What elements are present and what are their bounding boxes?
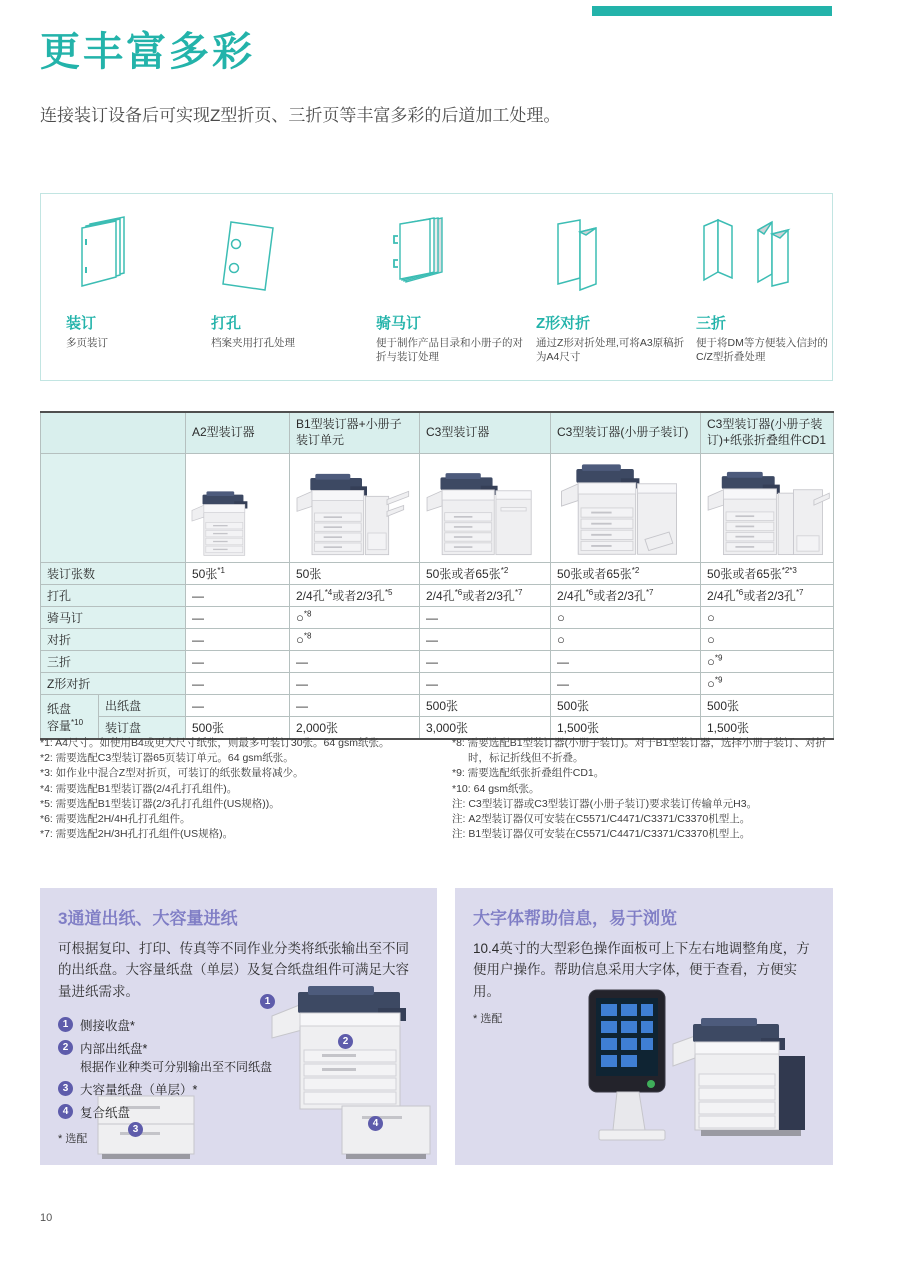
footnotes-left-column [40, 736, 446, 843]
spec-cell: — [420, 651, 551, 673]
spec-cell: 2,000张 [290, 717, 420, 740]
spec-cell: — [186, 607, 290, 629]
feature-description: 档案夹用打孔处理 [211, 337, 295, 349]
spec-cell: ○ [701, 607, 834, 629]
row-label-capacity: 纸盘 容量$^{*10}$ [41, 695, 99, 740]
tray-name: 侧接收盘* [80, 1018, 135, 1033]
spec-cell: — [290, 695, 420, 717]
spec-cell: 500张 [551, 695, 701, 717]
feature-label: 装订 [66, 315, 97, 332]
tri-fold-sheet-icon [696, 208, 828, 306]
spec-cell: — [420, 629, 551, 651]
feature-description: 通过Z形对折处理,可将A3原稿折为A4尺寸 [536, 337, 685, 364]
tray-list-item [58, 1080, 437, 1098]
box-left-note: * 选配 [58, 1132, 88, 1145]
spec-cell: ○ [551, 629, 701, 651]
spec-cell: 50张或者65张$^{*2}$ [420, 563, 551, 585]
feature-item [376, 208, 528, 365]
spec-cell: ○ [551, 607, 701, 629]
column-header: B1型装订器+小册子装订单元 [290, 412, 420, 454]
row-label: 打孔 [41, 585, 186, 607]
marker-inner-tray: 2 [338, 1034, 353, 1049]
row-sublabel: 装订盘 [99, 717, 186, 740]
footnote: *4: 需要选配B1型装订器(2/4孔打孔组件)。 [40, 782, 238, 795]
tray-list-item [58, 1039, 437, 1075]
z-fold-sheet-icon [536, 208, 688, 306]
spec-cell: 2/4孔$^{*6}$或者2/3孔$^{*7}$ [420, 585, 551, 607]
stapled-pages-icon [66, 208, 196, 306]
tray-name: 内部出纸盘* [80, 1041, 148, 1056]
row-label: 三折 [41, 651, 186, 673]
footnote: *9: 需要选配纸张折叠组件CD1。 [452, 767, 605, 780]
spec-cell: 3,000张 [420, 717, 551, 740]
footnote: *7: 需要选配2H/3H孔打孔组件(US规格)。 [40, 828, 234, 841]
row-label: Z形对折 [41, 673, 186, 695]
control-panel-illustration [573, 988, 833, 1165]
box-right-body: 10.4英寸的大型彩色操作面板可上下左右地调整角度，方便用户操作。帮助信息采用大字体，便于查看，方便实用。 [473, 941, 810, 999]
spec-cell: 2/4孔$^{*6}$或者2/3孔$^{*7}$ [551, 585, 701, 607]
marker-high-capacity-tray: 3 [128, 1122, 143, 1137]
large-font-help-feature-box [455, 888, 833, 1165]
footnote: 注: C3型装订器或C3型装订器(小册子装订)要求装订传输单元H3。 [452, 797, 758, 810]
paper-output-feature-box [40, 888, 437, 1165]
spec-cell: ○$^{*9}$ [701, 651, 834, 673]
tray-list-item [58, 1103, 437, 1121]
feature-item [211, 208, 363, 350]
feature-label: 打孔 [211, 315, 242, 332]
corner-cell [41, 412, 186, 454]
spec-cell: — [420, 673, 551, 695]
spec-cell: ○$^{*8}$ [290, 607, 420, 629]
box-right-title: 大字体帮助信息，易于浏览 [473, 909, 677, 928]
tray-name: 大容量纸盘（单层）* [80, 1082, 198, 1097]
printer-photo [701, 454, 834, 563]
footnote: *3: 如作业中混合Z型对折页，可装订的纸张数量将减少。 [40, 767, 304, 780]
footnote: *2: 需要选配C3型装订器65页装订单元。64 gsm纸张。 [40, 752, 294, 765]
spec-cell: 50张$^{*1}$ [186, 563, 290, 585]
feature-item [66, 208, 196, 350]
footnote: *5: 需要选配B1型装订器(2/3孔打孔组件(US规格))。 [40, 797, 280, 810]
page-number: 10 [40, 1212, 53, 1224]
footnote: *8: 需要选配B1型装订器(小册子装订)。对于B1型装订器，选择小册子装订、对折时，标记折线但不折叠。 [452, 737, 826, 765]
tray-name: 复合纸盘 [80, 1105, 131, 1120]
spec-cell: 50张 [290, 563, 420, 585]
footnote: 注: A2型装订器仅可安装在C5571/C4471/C3371/C3370机型上。 [452, 813, 751, 826]
spec-cell: 500张 [186, 717, 290, 740]
footnotes [40, 736, 833, 843]
column-header: C3型装订器(小册子装订) [551, 412, 701, 454]
spec-cell: 50张或者65张$^{*2*3}$ [701, 563, 834, 585]
spec-cell: 1,500张 [701, 717, 834, 740]
footnote: *10: 64 gsm纸张。 [452, 782, 540, 795]
finisher-comparison-table [40, 411, 834, 740]
spec-cell: — [186, 673, 290, 695]
finishing-options-panel [40, 193, 833, 381]
spec-cell: — [551, 673, 701, 695]
spec-cell: 2/4孔$^{*6}$或者2/3孔$^{*7}$ [701, 585, 834, 607]
spec-cell: 2/4孔$^{*4}$或者2/3孔$^{*5}$ [290, 585, 420, 607]
spec-cell: ○$^{*9}$ [701, 673, 834, 695]
output-tray-list [58, 1016, 437, 1121]
top-accent-bar [592, 6, 832, 16]
row-label: 装订张数 [41, 563, 186, 585]
box-left-title: 3通道出纸、大容量进纸 [58, 909, 238, 928]
spec-cell: — [186, 585, 290, 607]
column-header: C3型装订器(小册子装订)+纸张折叠组件CD1 [701, 412, 834, 454]
spec-cell: — [290, 673, 420, 695]
tray-sub-note: 根据作业种类可分别输出至不同纸盘 [80, 1059, 273, 1074]
saddle-stitch-booklet-icon [376, 208, 528, 306]
footnote: 注: B1型装订器仅可安装在C5571/C4471/C3371/C3370机型上。 [452, 828, 751, 841]
row-label: 对折 [41, 629, 186, 651]
spec-cell: — [186, 695, 290, 717]
spec-cell: 500张 [420, 695, 551, 717]
spec-cell: 1,500张 [551, 717, 701, 740]
feature-label: 骑马订 [376, 315, 422, 332]
footnotes-right-column [446, 736, 833, 843]
marker-tandem-tray: 4 [368, 1116, 383, 1131]
footnote: *1: A4尺寸。如使用B4或更大尺寸纸张，则最多可装订30张。64 gsm纸张。 [40, 737, 390, 749]
box-right-note: * 选配 [473, 1012, 503, 1025]
tray-list-item [58, 1016, 437, 1034]
spec-cell: ○$^{*8}$ [290, 629, 420, 651]
spec-cell: 50张或者65张$^{*2}$ [551, 563, 701, 585]
spec-cell: — [420, 607, 551, 629]
printer-photo [290, 454, 420, 563]
spec-cell: — [551, 651, 701, 673]
number-badge: 4 [58, 1104, 73, 1119]
number-badge: 2 [58, 1040, 73, 1055]
feature-description: 便于将DM等方便装入信封的C/Z型折叠处理 [696, 337, 828, 364]
spec-cell: — [186, 629, 290, 651]
feature-description: 便于制作产品目录和小册子的对折与装订处理 [376, 337, 523, 364]
column-header: C3型装订器 [420, 412, 551, 454]
bottom-highlight-boxes [40, 888, 833, 1165]
feature-label: 三折 [696, 315, 727, 332]
spec-cell: — [186, 651, 290, 673]
marker-side-tray: 1 [260, 994, 275, 1009]
page-subtitle: 连接装订设备后可实现Z型折页、三折页等丰富多彩的后道加工处理。 [40, 106, 561, 125]
printer-photo [186, 454, 290, 563]
row-sublabel: 出纸盘 [99, 695, 186, 717]
image-row-label [41, 454, 186, 563]
number-badge: 3 [58, 1081, 73, 1096]
spec-cell: ○ [701, 629, 834, 651]
row-label: 骑马订 [41, 607, 186, 629]
page-title: 更丰富多彩 [40, 30, 255, 74]
printer-photo [551, 454, 701, 563]
feature-item [536, 208, 688, 365]
printer-photo [420, 454, 551, 563]
feature-item [696, 208, 828, 365]
footnote: *6: 需要选配2H/4H孔打孔组件。 [40, 813, 191, 826]
spec-cell: — [290, 651, 420, 673]
feature-description: 多页装订 [66, 337, 108, 349]
feature-label: Z形对折 [536, 315, 591, 332]
number-badge: 1 [58, 1017, 73, 1032]
spec-cell: 500张 [701, 695, 834, 717]
punched-sheet-icon [211, 208, 363, 306]
box-left-body: 可根据复印、打印、传真等不同作业分类将纸张输出至不同的出纸盘。大容量纸盘（单层）及复合纸盘组件可满足大容量进纸需求。 [58, 941, 409, 999]
column-header: A2型装订器 [186, 412, 290, 454]
